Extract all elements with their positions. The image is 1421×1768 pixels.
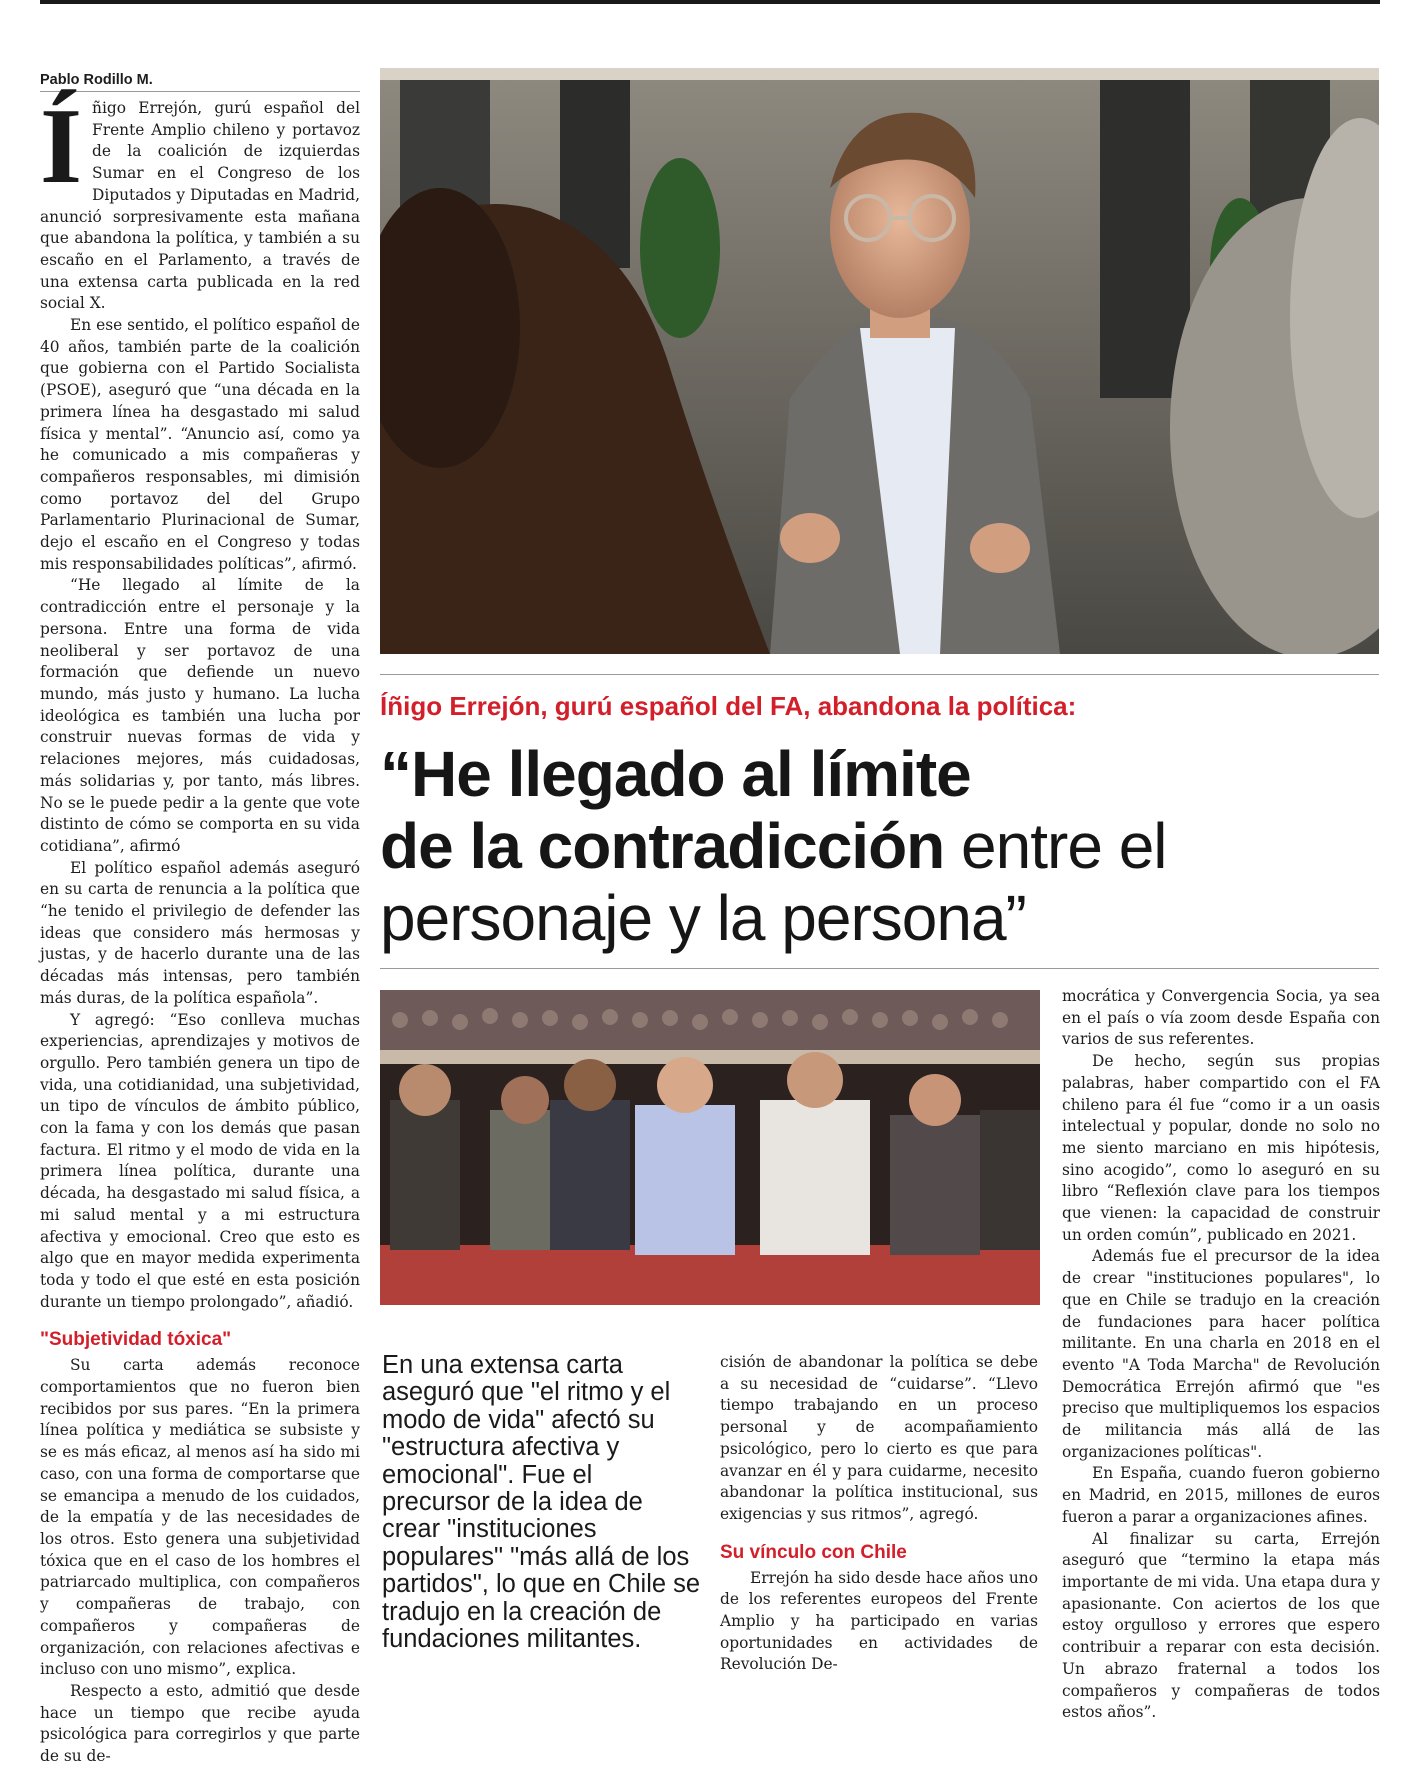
subheading-chile: Su vínculo con Chile: [720, 1541, 907, 1563]
top-rule: [40, 0, 1380, 4]
paragraph: En España, cuando fueron gobierno en Madrid, en 2015, millones de euros fueron a parar a organizaciones afines.: [1062, 1464, 1380, 1526]
subheading-subjetividad: "Subjetividad tóxica": [40, 1329, 232, 1351]
divider: [380, 968, 1379, 969]
headline-part: “He llegado al límite: [380, 738, 971, 810]
divider: [380, 674, 1379, 675]
right-column: [1062, 986, 1380, 1724]
paragraph: Respecto a esto, admitió que desde hace un tiempo que recibe ayuda psicológica para corregirlos y que parte de su de-: [40, 1681, 360, 1766]
kicker: Íñigo Errejón, gurú español del FA, abandona la política:: [380, 691, 1077, 721]
paragraph: En ese sentido, el político español de 40 años, también parte de la coalición que gobierna con el Partido Socialista (PSOE), aseguró que “una década en la primera línea ha desgastado mi salud física y mental”. “Anuncio así, como ya he comunicado a mis compañeras y compañeros responsables, mi dimisión como portavoz del del Grupo Parlamentario Plurinacional de Sumar, dejo el escaño en el Congreso y todas mis responsabilidades políticas”, afirmó.: [40, 316, 360, 573]
byline: Pablo Rodillo M.: [40, 72, 360, 92]
pull-quote: En una extensa carta aseguró que "el ritmo y el modo de vida" afectó su "estructura afectiva y emocional". Fue el precursor de la idea de crear "instituciones populares" "más allá de los partidos", lo que en Chile se tradujo en la creación de fundaciones militantes.: [382, 1351, 701, 1654]
headline-part: entre el: [944, 810, 1167, 882]
lead-paragraph: Íñigo Errejón, gurú español del Frente Amplio chileno y portavoz de la coalición de izquierdas Sumar en el Congreso de los Diputados y Diputadas en Madrid, anunció sorpresivamente esta mañana que abandona la política, y también a su escaño en el Parlamento, a través de una extensa carta publicada en la red social X.: [40, 87, 360, 313]
paragraph: Y agregó: “Eso conlleva muchas experiencias, aprendizajes y motivos de orgullo. Pero también genera un tipo de vida, una cotidianidad, una subjetividad, un tipo de vínculos de ámbito público, con la fama y con los demás que pasan factura. El ritmo y el modo de vida en la primera línea política, durante una década, ha desgastado mi salud física, a mi salud mental y a mi estructura afectiva y emocional. Creo que esto es algo que en mayor medida experimenta toda y todo el que esté en esta posición durante un tiempo prolongado”, añadió.: [40, 1010, 360, 1311]
paragraph: Errejón ha sido desde hace años uno de los referentes europeos del Frente Amplio y ha participado en varias oportunidades en actividades de Revolución De-: [720, 1568, 1038, 1674]
audience-photo: [380, 990, 1040, 1305]
paragraph: “He llegado al límite de la contradicción entre el personaje y la persona. Entre una forma de vida neoliberal y ser portavoz de una formación que defiende un nuevo mundo, más justo y humano. La lucha ideológica es también una lucha por construir nuevas formas de vida y relaciones mejores, más cuidadosas, más solidarias y, por tanto, más libres. No se le puede pedir a la gente que vote distinto de cómo se comporta en su vida cotidiana”, afirmó: [40, 576, 360, 855]
paragraph: El político español además aseguró en su carta de renuncia a la política que “he tenido el privilegio de defender las ideas que considero más hermosas y justas, y de hacerlo durante una de las décadas más intensas, pero también más duras, de la política española”.: [40, 858, 360, 1007]
paragraph: Al finalizar su carta, Errejón aseguró que “termino la etapa más importante de mi vida. Una etapa dura y apasionante. Con aciertos de los que estoy orgulloso y errores que espero contribuir a reparar con esta decisión. Un abrazo fraternal a todos los compañeros y compañeras de todos estos años”.: [1062, 1529, 1380, 1722]
drop-cap: Í: [40, 87, 83, 206]
paragraph: mocrática y Convergencia Socia, ya sea en el país o vía zoom desde España con varios de sus referentes.: [1062, 987, 1380, 1049]
headline: [380, 738, 1379, 954]
headline-part: personaje y la persona”: [380, 882, 1026, 954]
paragraph: Su carta además reconoce comportamientos que no fueron bien recibidos por sus pares. “En la primera línea política y mediática se subsiste y se es más eficaz, al menos así ha sido mi caso, con una forma de comportarse que se emancipa a menudo de los cuidados, de la empatía y de las necesidades de los otros. Esto genera una subjetividad tóxica que en el caso de los hombres el patriarcado multiplica, con compañeros y compañeras de trabajo, con compañeros y compañeras de organización, con relaciones afectivas e incluso con uno mismo”, explica.: [40, 1356, 360, 1679]
headline-part: de la contradicción: [380, 810, 945, 882]
paragraph: De hecho, según sus propias palabras, haber compartido con el FA chileno para él fue “como ir a un oasis intelectual y popular, donde no solo no me siento marciano en mis hipótesis, sino acogido”, como lo aseguró en su libro “Reflexión clave para los tiempos que vienen: la capacidad de construir un orden común”, publicado en 2021.: [1062, 1052, 1380, 1244]
paragraph: Además fue el precursor de la idea de crear "instituciones populares", lo que en Chile se tradujo en la creación de fundaciones para hacer política militante. En una charla en 2018 en el evento "A Toda Marcha" de Revolución Democrática Errejón afirmó que "es preciso que multipliquemos los espacios de militancia más allá de las organizaciones políticas".: [1062, 1247, 1380, 1461]
main-photo: [380, 68, 1379, 654]
middle-column: [720, 1352, 1038, 1676]
paragraph: cisión de abandonar la política se debe a su necesidad de “cuidarse”. “Llevo tiempo trabajando en un proceso personal y de acompañamiento psicológico, pero lo cierto es que para avanzar en él y para cuidarme, necesito abandonar la política institucional, sus exigencias y sus ritmos”, agregó.: [720, 1353, 1038, 1523]
left-column: [40, 87, 360, 1768]
